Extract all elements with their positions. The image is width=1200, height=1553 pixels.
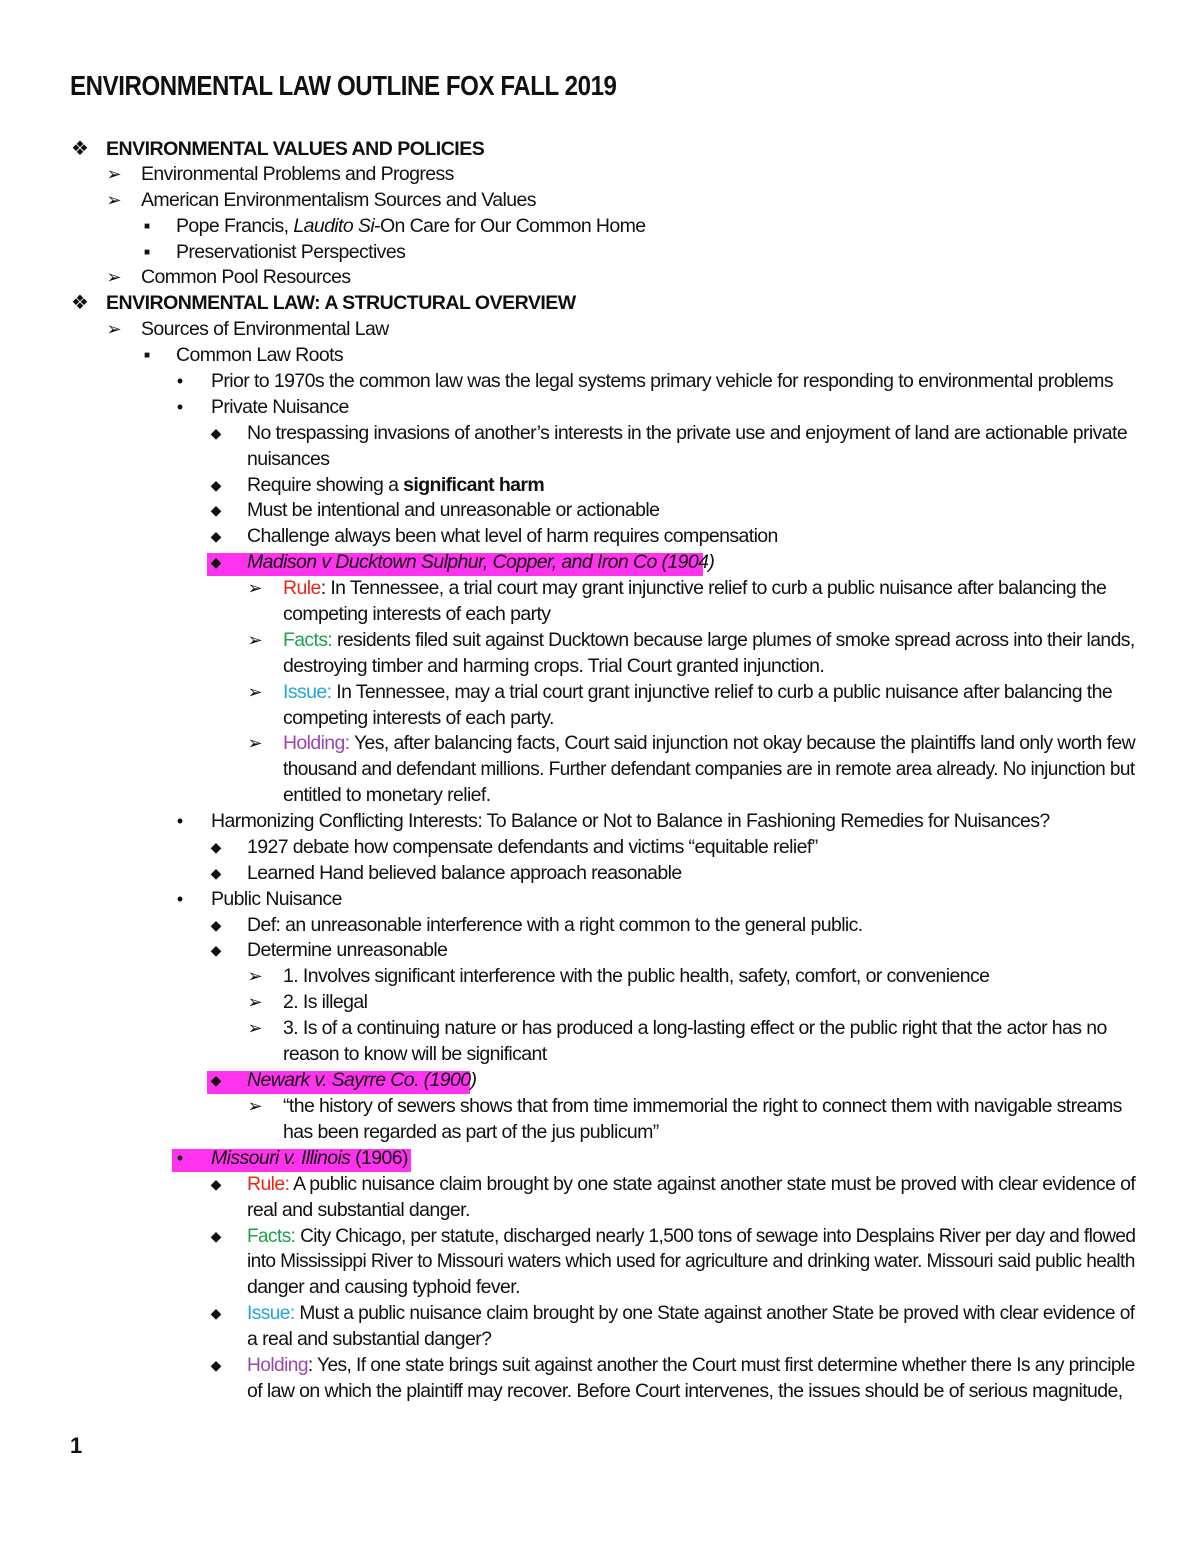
- outline-item: Determine unreasonable: [247, 939, 448, 961]
- dot-bullet-icon: •: [176, 397, 184, 417]
- case-facts: Facts: City Chicago, per statute, discharged nearly 1,500 tons of sewage into Desplains River per day and flowed: [247, 1225, 1136, 1247]
- diamond-bullet-icon: ◆: [210, 1228, 222, 1244]
- diamond-bullet-icon: ◆: [210, 425, 222, 441]
- dot-bullet-icon: •: [176, 371, 184, 391]
- outline-item: Common Pool Resources: [141, 266, 351, 288]
- dot-bullet-icon: •: [176, 1148, 184, 1168]
- outline-item: Require showing a significant harm: [247, 474, 545, 496]
- diamond-bullet-icon: ◆: [210, 1072, 222, 1088]
- outline-item: Common Law Roots: [176, 344, 344, 366]
- case-issue: Issue: Must a public nuisance claim brought by one State against another State be proved with clear evidence of: [247, 1302, 1135, 1324]
- outline-item: American Environmentalism Sources and Values: [141, 189, 536, 211]
- arrow-bullet-icon: ➢: [247, 992, 263, 1012]
- section-heading: ENVIRONMENTAL VALUES AND POLICIES: [106, 138, 485, 160]
- outline-item-continuation: competing interests of each party: [283, 603, 551, 625]
- outline-item: Challenge always been what level of harm requires compensation: [247, 525, 778, 547]
- diamond-bullet-icon: ◆: [210, 554, 222, 570]
- outline-item-continuation: of law on which the plaintiff may recover. Before Court intervenes, the issues should be of serious magnitude,: [247, 1380, 1123, 1402]
- arrow-bullet-icon: ➢: [247, 966, 263, 986]
- outline-item-continuation: reason to know will be significant: [283, 1043, 547, 1065]
- diamond-bullet-icon: ◆: [210, 528, 222, 544]
- case-rule: Rule: A public nuisance claim brought by one state against another state must be proved with clear evidence of: [247, 1173, 1136, 1195]
- outline-item: Harmonizing Conflicting Interests: To Balance or Not to Balance in Fashioning Remedies for Nuisances?: [211, 810, 1050, 832]
- arrow-bullet-icon: ➢: [247, 1018, 263, 1038]
- diamond-bullet-icon: ◆: [210, 502, 222, 518]
- arrow-bullet-icon: ➢: [106, 190, 122, 210]
- diamond-bullet-icon: ◆: [210, 917, 222, 933]
- arrow-bullet-icon: ➢: [106, 164, 122, 184]
- square-bullet-icon: ■: [143, 247, 151, 258]
- arrow-bullet-icon: ➢: [247, 733, 263, 753]
- outline-item: Must be intentional and unreasonable or actionable: [247, 499, 660, 521]
- square-bullet-icon: ■: [143, 350, 151, 361]
- diamond-bullet-icon: ◆: [210, 477, 222, 493]
- outline-item-continuation: competing interests of each party.: [283, 707, 554, 729]
- case-rule: Rule: In Tennessee, a trial court may grant injunctive relief to curb a public nuisance after balancing the: [283, 577, 1107, 599]
- outline-item-continuation: destroying timber and harming crops. Trial Court granted injunction.: [283, 655, 825, 677]
- outline-item: Environmental Problems and Progress: [141, 163, 454, 185]
- diamond-bullet-icon: ◆: [210, 942, 222, 958]
- diamond-bullet-icon: ❖: [71, 292, 89, 314]
- outline-item: 1. Involves significant interference with the public health, safety, comfort, or convenience: [283, 965, 990, 987]
- dot-bullet-icon: •: [176, 889, 184, 909]
- dot-bullet-icon: •: [176, 811, 184, 831]
- outline-item: 3. Is of a continuing nature or has produced a long-lasting effect or the public right that the actor has no: [283, 1017, 1107, 1039]
- document-title: ENVIRONMENTAL LAW OUTLINE FOX FALL 2019: [70, 70, 617, 101]
- case-issue: Issue: In Tennessee, may a trial court grant injunctive relief to curb a public nuisance after balancing the: [283, 681, 1113, 703]
- outline-item-continuation: has been regarded as part of the jus publicum”: [283, 1121, 659, 1143]
- outline-item: Def: an unreasonable interference with a right common to the general public.: [247, 914, 863, 936]
- case-name: Missouri v. Illinois (1906): [211, 1147, 408, 1169]
- case-name: Newark v. Sayrre Co. (1900): [247, 1069, 477, 1091]
- case-holding: Holding: Yes, If one state brings suit against another the Court must first determine whether there Is any principle: [247, 1354, 1135, 1376]
- outline-item: 1927 debate how compensate defendants and victims “equitable relief”: [247, 836, 818, 858]
- outline-item-continuation: danger and causing typhoid fever.: [247, 1276, 520, 1298]
- diamond-bullet-icon: ❖: [71, 138, 89, 160]
- outline-item-continuation: nuisances: [247, 448, 330, 470]
- diamond-bullet-icon: ◆: [210, 865, 222, 881]
- diamond-bullet-icon: ◆: [210, 1176, 222, 1192]
- diamond-bullet-icon: ◆: [210, 1305, 222, 1321]
- arrow-bullet-icon: ➢: [247, 1096, 263, 1116]
- arrow-bullet-icon: ➢: [106, 319, 122, 339]
- diamond-bullet-icon: ◆: [210, 839, 222, 855]
- arrow-bullet-icon: ➢: [247, 578, 263, 598]
- page-number: 1: [70, 1433, 83, 1458]
- case-facts: Facts: residents filed suit against Ducktown because large plumes of smoke spread across into their lands,: [283, 629, 1135, 651]
- outline-item: No trespassing invasions of another’s interests in the private use and enjoyment of land are actionable private: [247, 422, 1128, 444]
- square-bullet-icon: ■: [143, 221, 151, 232]
- outline-item-continuation: a real and substantial danger?: [247, 1328, 492, 1350]
- outline-item: 2. Is illegal: [283, 991, 368, 1013]
- arrow-bullet-icon: ➢: [247, 682, 263, 702]
- outline-item: Pope Francis, Laudito Si-On Care for Our Common Home: [176, 215, 646, 237]
- outline-item: Public Nuisance: [211, 888, 342, 910]
- outline-item: Learned Hand believed balance approach reasonable: [247, 862, 682, 884]
- outline-item: Preservationist Perspectives: [176, 241, 406, 263]
- section-heading: ENVIRONMENTAL LAW: A STRUCTURAL OVERVIEW: [106, 292, 576, 314]
- case-holding: Holding: Yes, after balancing facts, Court said injunction not okay because the plaintiffs land only worth few: [283, 732, 1136, 754]
- diamond-bullet-icon: ◆: [210, 1357, 222, 1373]
- outline-item-continuation: real and substantial danger.: [247, 1199, 470, 1221]
- outline-item: Prior to 1970s the common law was the legal systems primary vehicle for responding to environmental problems: [211, 370, 1113, 392]
- outline-item: “the history of sewers shows that from time immemorial the right to connect them with navigable streams: [283, 1095, 1122, 1117]
- outline-item-continuation: entitled to monetary relief.: [283, 784, 491, 806]
- arrow-bullet-icon: ➢: [106, 267, 122, 287]
- arrow-bullet-icon: ➢: [247, 630, 263, 650]
- outline-item: Sources of Environmental Law: [141, 318, 389, 340]
- outline-item-continuation: into Mississippi River to Missouri waters which used for agriculture and drinking water. Missouri said public health: [247, 1250, 1135, 1272]
- outline-item-continuation: thousand and defendant millions. Further defendant companies are in remote area already. No injunction but: [283, 758, 1135, 780]
- case-name: Madison v Ducktown Sulphur, Copper, and Iron Co (1904): [247, 551, 715, 573]
- outline-item: Private Nuisance: [211, 396, 349, 418]
